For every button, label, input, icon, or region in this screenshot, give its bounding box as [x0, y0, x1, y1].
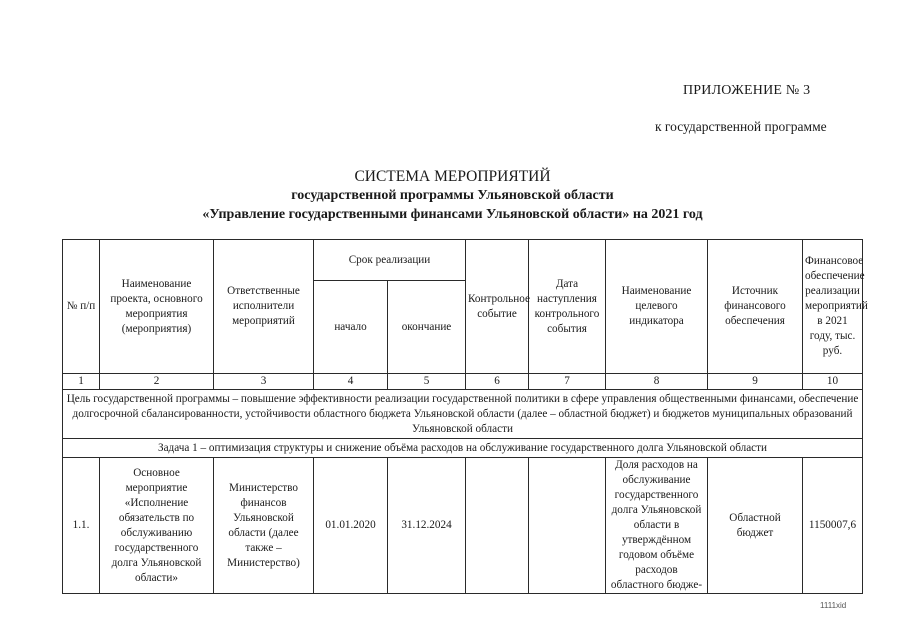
appendix-subtitle: к государственной программе: [655, 119, 827, 134]
column-number: 5: [388, 374, 466, 390]
row-executors: Министерство финансов Ульяновской области (далее также – Министерство): [214, 458, 314, 594]
title-line-2: государственной программы Ульяновской области: [291, 188, 614, 203]
row-indicator: Доля расходов на обслуживание государственного долга Ульяновской области в утверждённом годовом объёме расходов областного бюдже-: [606, 458, 708, 594]
row-source: Областной бюджет: [708, 458, 803, 594]
header-control-date: Дата наступления контрольного события: [529, 240, 606, 374]
row-finance: 1150007,6: [803, 458, 863, 594]
column-numbers-row: [63, 374, 863, 390]
header-term: Срок реализации: [314, 240, 466, 281]
table-row: [63, 458, 863, 594]
column-number: 10: [803, 374, 863, 390]
header-end: окончание: [388, 281, 466, 374]
title-line-3: «Управление государственными финансами Ульяновской области» на 2021 год: [202, 207, 703, 222]
document-title: [0, 168, 905, 224]
row-num: 1.1.: [63, 458, 100, 594]
row-control-event: [466, 458, 529, 594]
title-line-1: СИСТЕМА МЕРОПРИЯТИЙ: [354, 168, 551, 185]
header-source: Источник финансового обеспечения: [708, 240, 803, 374]
row-control-date: [529, 458, 606, 594]
column-number: 6: [466, 374, 529, 390]
header-finance: Финансовое обеспечение реализации мероприятий в 2021 году, тыс. руб.: [803, 240, 863, 374]
page-footer-note: 1111xid: [820, 601, 847, 610]
column-number: 1: [63, 374, 100, 390]
column-number: 9: [708, 374, 803, 390]
goal-row: [63, 390, 863, 439]
header-indicator: Наименование целевого индикатора: [606, 240, 708, 374]
header-control-event: Контрольное событие: [466, 240, 529, 374]
task-row: [63, 439, 863, 458]
measures-table: [62, 239, 868, 594]
header-num: № п/п: [63, 240, 100, 374]
column-number: 2: [100, 374, 214, 390]
column-number: 7: [529, 374, 606, 390]
row-start: 01.01.2020: [314, 458, 388, 594]
header-start: начало: [314, 281, 388, 374]
header-name: Наименование проекта, основного мероприятия (мероприятия): [100, 240, 214, 374]
header-executors: Ответственные исполнители мероприятий: [214, 240, 314, 374]
column-number: 4: [314, 374, 388, 390]
column-number: 8: [606, 374, 708, 390]
task-1: Задача 1 – оптимизация структуры и снижение объёма расходов на обслуживание государственного долга Ульяновской области: [63, 439, 863, 458]
appendix-title: ПРИЛОЖЕНИЕ № 3: [683, 83, 811, 98]
column-number: 3: [214, 374, 314, 390]
row-end: 31.12.2024: [388, 458, 466, 594]
header-row: [63, 240, 863, 281]
row-name: Основное мероприятие «Исполнение обязательств по обслуживанию государственного долга Ульяновской области»: [100, 458, 214, 594]
program-goal: Цель государственной программы – повышение эффективности реализации государственной политики в сфере управления общественными финансами, обеспечение долгосрочной сбалансированности, устойчивости областного бюджета Ульяновской области (далее – областной бюджет) и бюджетов муниципальных образований Ульяновской области: [63, 390, 863, 439]
